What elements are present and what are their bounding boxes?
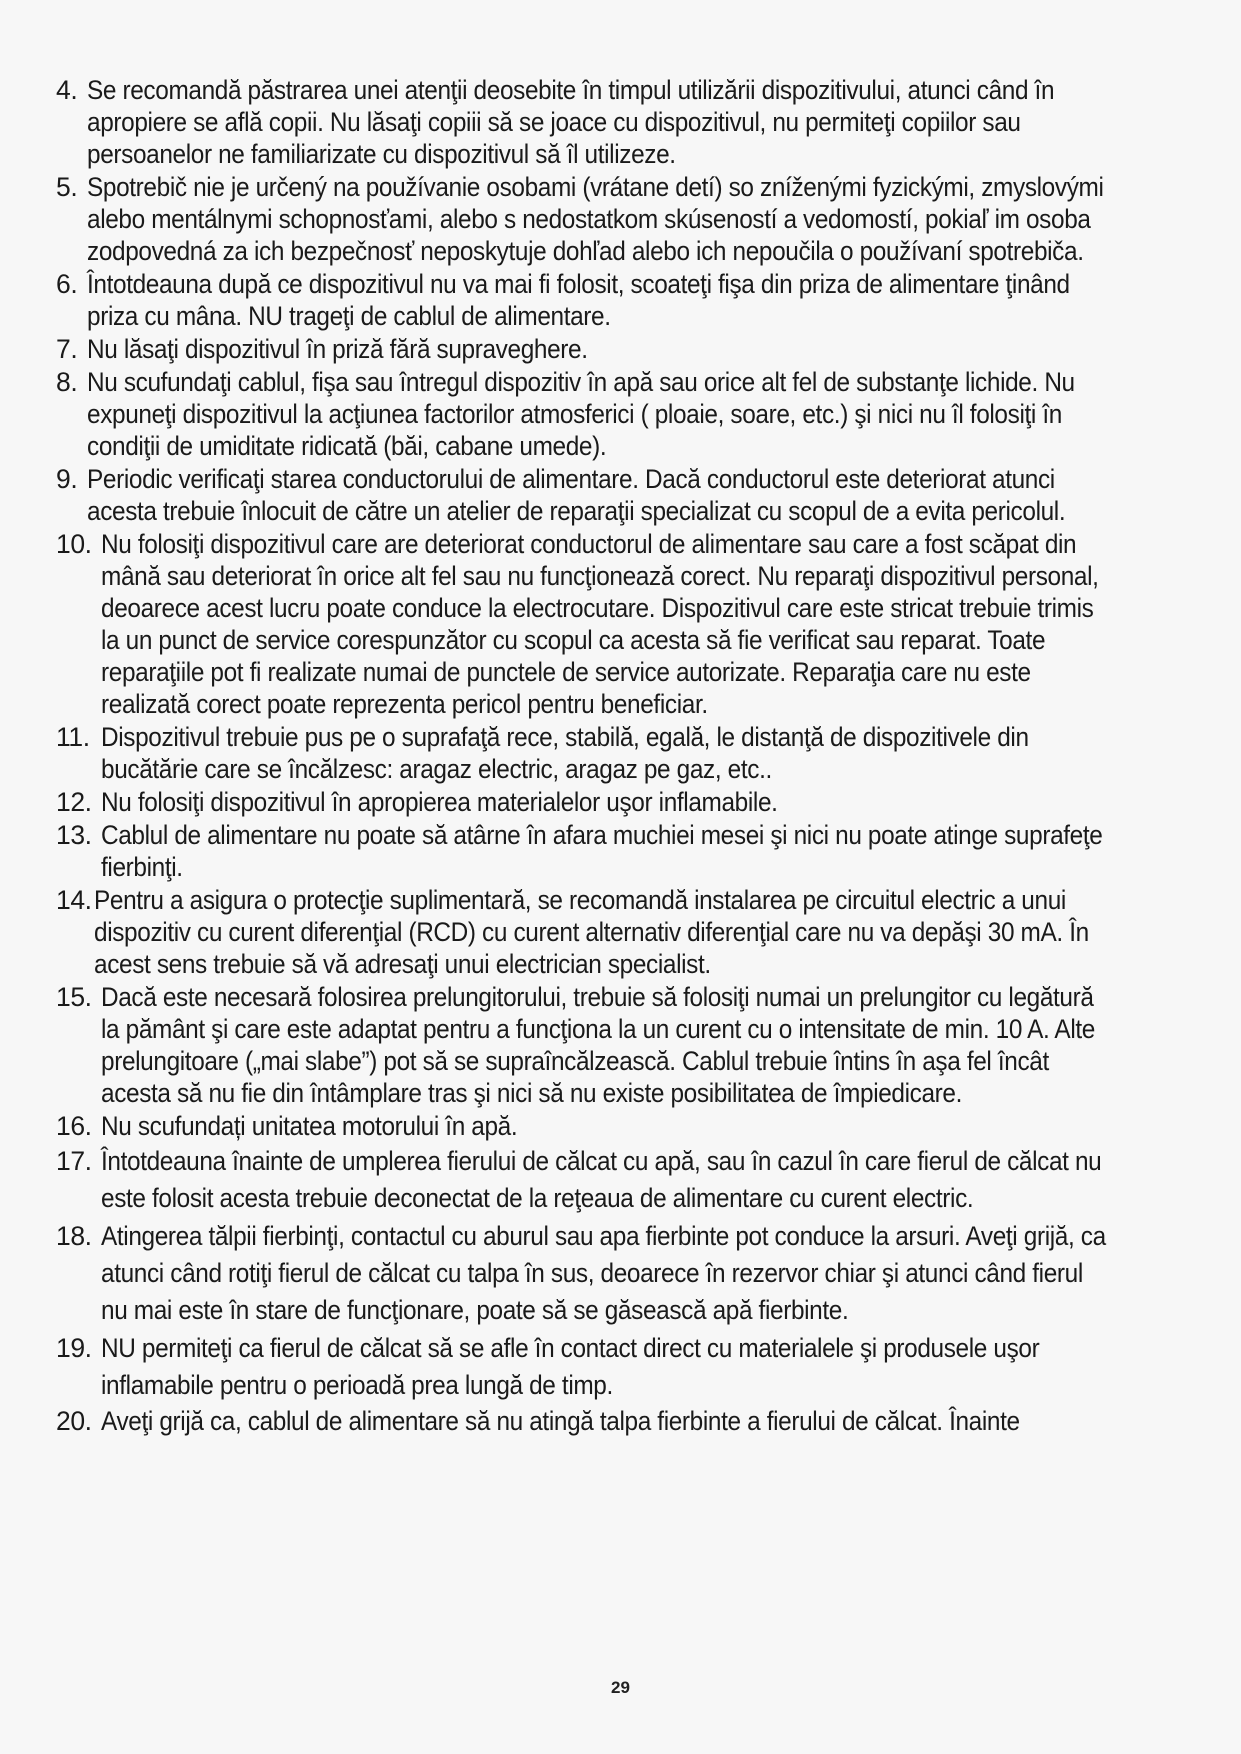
list-item xyxy=(56,884,1196,980)
item-number: 14. xyxy=(56,885,92,915)
list-item xyxy=(56,721,1196,785)
item-text: Nu scufundați unitatea motorului în apă. xyxy=(101,1111,518,1141)
list-item xyxy=(56,1405,1196,1437)
list-item xyxy=(56,1218,1196,1329)
item-text: Dacă este necesară folosirea prelungitorului, trebuie să folosiţi numai un prelungitor cu legătură la pământ şi care este adaptat pentru a funcţiona la un curent cu o intensitate de min. 10 A. Alte prelungitoare („mai slabe”) pot să se supraîncălzească. Cablul trebuie întins în aşa fel încât acesta să nu fie din întâmplare tras şi nici să nu existe posibilitatea de împiedicare. xyxy=(101,982,1095,1108)
list-item xyxy=(56,1110,1196,1142)
item-number: 11. xyxy=(56,722,90,752)
item-text: Nu folosiţi dispozitivul în apropierea materialelor uşor inflamabile. xyxy=(101,787,778,817)
item-text: NU permiteţi ca fierul de călcat să se afle în contact direct cu materialele şi produsele uşor inflamabile pentru o perioadă prea lungă de timp. xyxy=(101,1333,1040,1400)
list-item xyxy=(56,819,1196,883)
item-number: 7. xyxy=(56,334,78,364)
item-number: 9. xyxy=(56,464,78,494)
list-item xyxy=(56,74,1196,170)
list-item xyxy=(56,171,1196,267)
list-item xyxy=(56,366,1196,462)
item-number: 6. xyxy=(56,269,78,299)
item-text: Nu lăsaţi dispozitivul în priză fără supraveghere. xyxy=(87,334,588,364)
item-text: Nu folosiţi dispozitivul care are deteriorat conductorul de alimentare sau care a fost scăpat din mână sau deteriorat în orice alt fel sau nu funcţionează corect. Nu reparaţi dispozitivul personal, deoarece acest lucru poate conduce la electrocutare. Dispozitivul care este stricat trebuie trimis la un punct de service corespunzător cu scopul ca acesta să fie verificat sau reparat. Toate reparaţiile pot fi realizate numai de punctele de service autorizate. Reparaţia care nu este realizată corect poate reprezenta pericol pentru beneficiar. xyxy=(101,529,1099,719)
item-number: 18. xyxy=(56,1221,92,1251)
item-number: 13. xyxy=(56,820,92,850)
list-item xyxy=(56,463,1196,527)
item-number: 20. xyxy=(56,1406,92,1436)
list-item xyxy=(56,268,1196,332)
item-text: Atingerea tălpii fierbinţi, contactul cu aburul sau apa fierbinte pot conduce la arsuri. Aveţi grijă, ca atunci când rotiţi fierul de călcat cu talpa în sus, deoarece în rezervor chiar şi atunci când fierul nu mai este în stare de funcţionare, poate să se găsească apă fierbinte. xyxy=(101,1221,1106,1325)
list-item xyxy=(56,981,1196,1109)
list-item xyxy=(56,786,1196,818)
item-number: 16. xyxy=(56,1111,92,1141)
item-text: Aveţi grijă ca, cablul de alimentare să nu atingă talpa fierbinte a fierului de călcat. Înainte xyxy=(101,1406,1020,1436)
page-number: 29 xyxy=(611,1678,630,1697)
item-text: Se recomandă păstrarea unei atenţii deosebite în timpul utilizării dispozitivului, atunci când în apropiere se află copii. Nu lăsaţi copiii să se joace cu dispozitivul, nu permiteţi copiilor sau persoanelor ne familiarizate cu dispozitivul să îl utilizeze. xyxy=(87,75,1055,169)
item-text: Cablul de alimentare nu poate să atârne în afara muchiei mesei şi nici nu poate atinge suprafeţe fierbinţi. xyxy=(101,820,1103,882)
item-number: 5. xyxy=(56,172,78,202)
item-text: Pentru a asigura o protecţie suplimentară, se recomandă instalarea pe circuitul electric a unui dispozitiv cu curent diferenţial (RCD) cu curent alternativ diferenţial care nu va depăşi 30 mA. În acest sens trebuie să vă adresaţi unui electrician specialist. xyxy=(94,885,1089,979)
item-text: Nu scufundaţi cablul, fişa sau întregul dispozitiv în apă sau orice alt fel de substanţe lichide. Nu expuneţi dispozitivul la acţiunea factorilor atmosferici ( ploaie, soare, etc.) şi nici nu îl folosiţi în condiţii de umiditate ridicată (băi, cabane umede). xyxy=(87,367,1075,461)
item-number: 10. xyxy=(56,529,92,559)
list-item xyxy=(56,1143,1196,1217)
item-text: Dispozitivul trebuie pus pe o suprafaţă rece, stabilă, egală, le distanţă de dispozitivele din bucătărie care se încălzesc: aragaz electric, aragaz pe gaz, etc.. xyxy=(101,722,1029,784)
item-number: 19. xyxy=(56,1333,92,1363)
item-text: Întotdeauna după ce dispozitivul nu va mai fi folosit, scoateţi fişa din priza de alimentare ţinând priza cu mâna. NU trageţi de cablul de alimentare. xyxy=(87,269,1070,331)
list-item xyxy=(56,333,1196,365)
list-item xyxy=(56,1330,1196,1404)
instruction-list xyxy=(56,74,1196,1437)
item-text: Întotdeauna înainte de umplerea fierului de călcat cu apă, sau în cazul în care fierul de călcat nu este folosit acesta trebuie deconectat de la reţeaua de alimentare cu curent electric. xyxy=(101,1146,1102,1213)
item-number: 12. xyxy=(56,787,92,817)
item-number: 4. xyxy=(56,75,78,105)
list-item xyxy=(56,528,1196,720)
item-text: Spotrebič nie je určený na používanie osobami (vrátane detí) so zníženými fyzickými, zmyslovými alebo mentálnymi schopnosťami, alebo s nedostatkom skúseností a vedomostí, pokiaľ im osoba zodpovedná za ich bezpečnosť neposkytuje dohľad alebo ich nepoučila o používaní spotrebiča. xyxy=(87,172,1104,266)
item-text: Periodic verificaţi starea conductorului de alimentare. Dacă conductorul este deteriorat atunci acesta trebuie înlocuit de către un atelier de reparaţii specializat cu scopul de a evita pericolul. xyxy=(87,464,1066,526)
item-number: 8. xyxy=(56,367,78,397)
item-number: 15. xyxy=(56,982,92,1012)
item-number: 17. xyxy=(56,1146,92,1176)
